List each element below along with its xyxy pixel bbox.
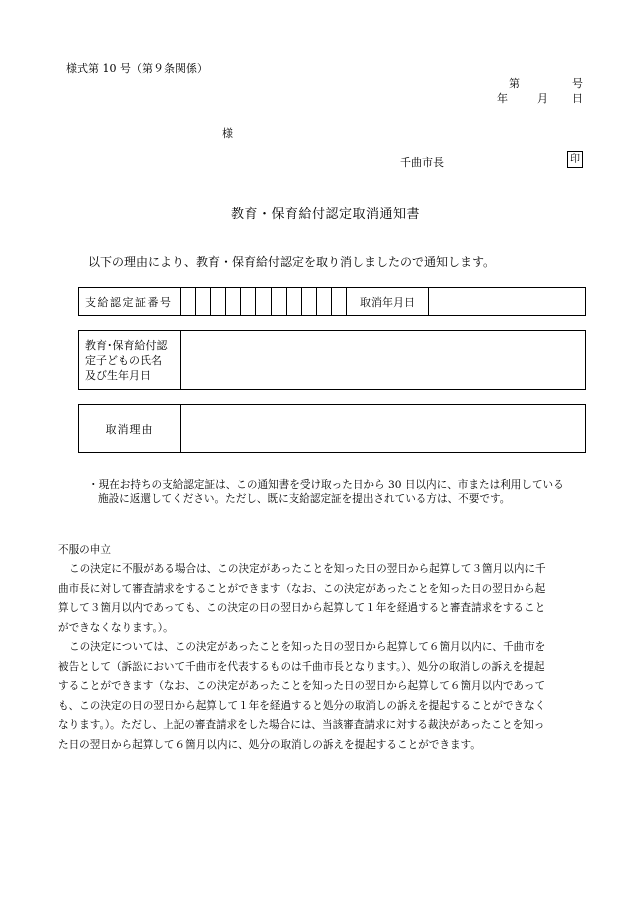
paragraph-line: 被告として（訴訟において千曲市を代表するものは千曲市長となります。）、処分の取消しの訴えを提起 (58, 660, 545, 673)
paragraph-line: た日の翌日から起算して６箇月以内に、処分の取消しの訴えを提起することができます。 (58, 738, 481, 751)
seal-mark: 印 (567, 151, 583, 168)
digit-cell[interactable] (211, 288, 226, 315)
digit-cell[interactable] (287, 288, 302, 315)
child-label-line: 教育･保育給付認 (85, 339, 168, 352)
paragraph-line: 算して３箇月以内であっても、この決定の日の翌日から起算して１年を経過すると審査請求をすること (58, 602, 546, 615)
child-label-line: 定子どもの氏名 (85, 354, 162, 367)
date-line (497, 90, 583, 106)
appeal-heading: 不服の申立 (58, 544, 111, 556)
paragraph-line: することができます（なお、この決定があったことを知った日の翌日から起算して６箇月以内であって (58, 680, 546, 693)
digit-cell[interactable] (317, 288, 332, 315)
digit-cell[interactable] (196, 288, 211, 315)
child-label-line: 及び生年月日 (85, 369, 151, 382)
cert-number-label: 支給認定証番号 (79, 288, 181, 315)
note-line: 施設に返還してください。ただし、既に支給認定証を提出されている方は、不要です。 (98, 493, 511, 505)
note-line: ・現在お持ちの支給認定証は、この通知書を受け取った日から 30 日以内に、市または利用している (88, 479, 564, 491)
appeal-paragraph-1 (58, 560, 578, 638)
doc-number-prefix: 第 (509, 77, 520, 90)
digit-cell[interactable] (272, 288, 287, 315)
addressee-suffix: 様 (222, 127, 233, 140)
digit-cell[interactable] (332, 288, 346, 315)
sender-name: 千曲市長 (400, 156, 444, 169)
digit-cell[interactable] (302, 288, 317, 315)
date-day: 日 (572, 92, 583, 105)
doc-number-suffix: 号 (572, 77, 583, 90)
date-month: 月 (537, 92, 548, 105)
form-number: 様式第 10 号（第９条関係） (66, 62, 208, 75)
reason-field[interactable] (181, 405, 585, 452)
child-label (79, 331, 181, 389)
digit-cell[interactable] (256, 288, 271, 315)
reason-label: 取消理由 (79, 405, 181, 452)
reason-row (78, 404, 586, 453)
paragraph-line: なります。）。ただし、上記の審査請求をした場合には、当該審査請求に対する裁決があったことを知っ (58, 719, 545, 732)
appeal-paragraph-2 (58, 638, 578, 756)
date-year: 年 (497, 92, 508, 105)
cert-number-digits (181, 288, 347, 315)
digit-cell[interactable] (226, 288, 241, 315)
child-info-field[interactable] (181, 331, 585, 389)
paragraph-line: も、この決定の日の翌日から起算して１年を経過すると処分の取消しの訴えを提起することができなく (58, 699, 546, 712)
return-note (88, 478, 564, 506)
paragraph-line: 曲市長に対して審査請求をすることができます（なお、この決定があったことを知った日の翌日から起 (58, 582, 546, 595)
paragraph-line: ができなくなります。）。 (58, 621, 174, 634)
paragraph-line: この決定については、この決定があったことを知った日の翌日から起算して６箇月以内に、千曲市を (69, 641, 546, 653)
cert-row (78, 287, 586, 316)
document-title: 教育・保育給付認定取消通知書 (231, 207, 421, 222)
lead-text: 以下の理由により、教育・保育給付認定を取り消しましたので通知します。 (88, 255, 496, 269)
cancel-date-field[interactable] (429, 288, 585, 315)
paragraph-line: この決定に不服がある場合は、この決定があったことを知った日の翌日から起算して３箇月以内に千 (69, 563, 546, 575)
cancel-date-label: 取消年月日 (347, 288, 429, 315)
digit-cell[interactable] (181, 288, 196, 315)
digit-cell[interactable] (241, 288, 256, 315)
child-row (78, 330, 586, 390)
